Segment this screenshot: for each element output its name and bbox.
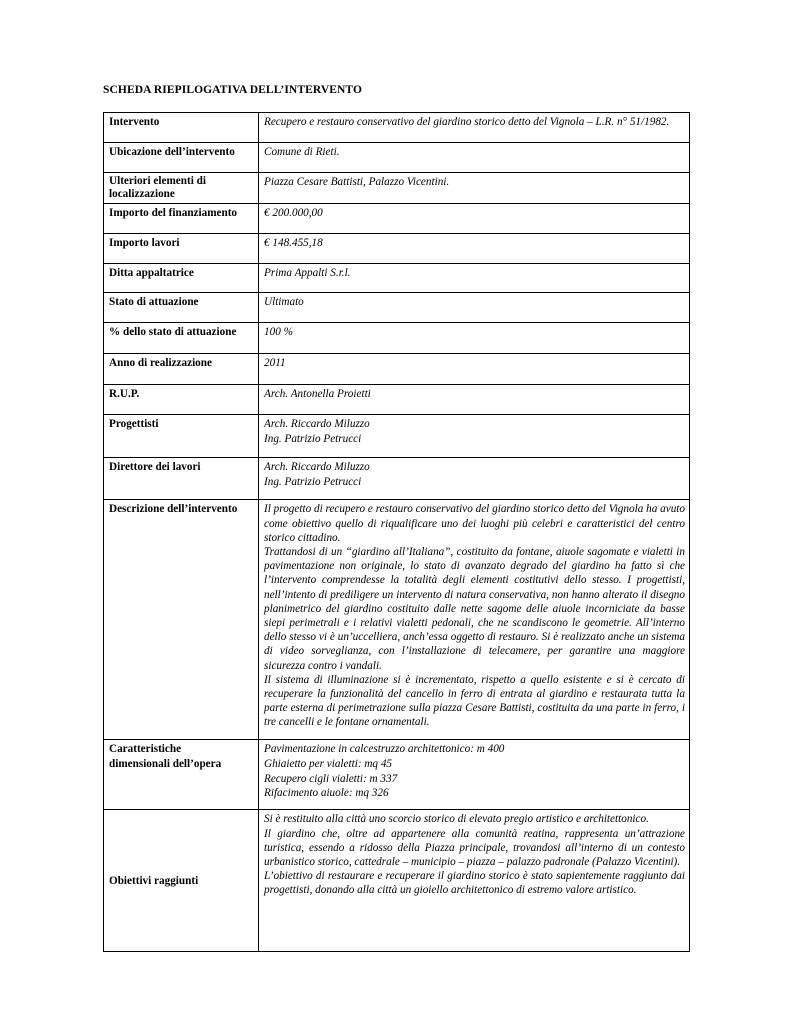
- value-line: Arch. Riccardo Miluzzo: [264, 461, 370, 474]
- field-value: [259, 458, 690, 500]
- field-label: R.U.P.: [104, 385, 259, 415]
- table-row: [104, 740, 690, 810]
- summary-table: [103, 112, 690, 952]
- field-label: Intervento: [104, 113, 259, 143]
- field-label: Importo del finanziamento: [104, 204, 259, 234]
- field-value: [259, 500, 690, 740]
- table-row: [104, 264, 690, 293]
- field-label: Stato di attuazione: [104, 293, 259, 323]
- value-line: Rifacimento aiuole: mq 326: [264, 787, 389, 800]
- page-title: SCHEDA RIEPILOGATIVA DELL’INTERVENTO: [103, 84, 363, 96]
- value-line: Prima Appalti S.r.l.: [264, 267, 351, 280]
- field-label: Progettisti: [104, 415, 259, 458]
- field-label: Importo lavori: [104, 234, 259, 264]
- table-row: [104, 143, 690, 173]
- label-line: Caratteristiche: [109, 743, 182, 756]
- value-line: Piazza Cesare Battisti, Palazzo Vicentini.: [264, 176, 450, 188]
- field-value: [259, 264, 690, 293]
- value-line: Recupero e restauro conservativo del giardino storico detto del Vignola – L.R. n° 51/1982.: [264, 116, 670, 128]
- field-label: Direttore dei lavori: [104, 458, 259, 500]
- field-value: [259, 323, 690, 354]
- value-line: Pavimentazione in calcestruzzo architettonico: m 400: [264, 743, 505, 756]
- field-value: [259, 385, 690, 415]
- value-paragraph: Il sistema di illuminazione si è incrementato, rispetto a quello esistente e si è cercato di recuperare la funzionalità del cancello in ferro di entrata al giardino e restaurata tutta la parte esterna di perimetrazione sulla piazza Cesare Battisti, costituita da una parte in ferro, i tre cancelli e le fontane ornamentali.: [264, 673, 685, 729]
- field-label: [104, 740, 259, 810]
- field-value: [259, 143, 690, 173]
- value-line: 2011: [264, 357, 286, 370]
- field-value: [259, 234, 690, 264]
- field-label: Anno di realizzazione: [104, 354, 259, 385]
- value-line: Ing. Patrizio Petrucci: [264, 433, 362, 445]
- value-paragraph: Trattandosi di un “giardino all’Italiana”, costituito da fontane, aiuole sagomate e vialetti in pavimentazione non originale, lo stato di avanzato degrado del giardino ha fatto sì che l’intervento comprendesse la totalità degli elementi costitutivi dello stesso. I progettisti, nell’intento di prediligere un intervento di natura conservativa, non hanno alterato il disegno planimetrico del giardino costituito dalle nette sagome delle aiuole incorniciate da basse siepi perimetrali e i relativi vialetti pedonali, che ne scandiscono le geometrie. All’interno dello stesso vi è un’uccelliera, anch’essa oggetto di restauro. Si è realizzato anche un sistema di video sorveglianza, con l’installazione di telecamere, per garantire una maggiore sicurezza contro i vandali.: [264, 546, 685, 672]
- value-line: Arch. Antonella Proietti: [264, 388, 371, 401]
- value-paragraph: Si è restituito alla città uno scorcio storico di elevato pregio artistico e architettonico.: [264, 813, 649, 826]
- table-row: [104, 458, 690, 500]
- table-row: [104, 234, 690, 264]
- value-paragraph: L’obiettivo di restaurare e recuperare il giardino storico è stato sapientemente raggiunto dai progettisti, donando alla città un gioiello architettonico di estremo valore artistico.: [264, 870, 685, 897]
- field-value: [259, 415, 690, 458]
- table-row: [104, 385, 690, 415]
- value-line: Ghiaietto per vialetti: mq 45: [264, 758, 393, 770]
- table-row: [104, 113, 690, 143]
- table-row: [104, 204, 690, 234]
- label-line: localizzazione: [109, 188, 175, 201]
- field-label: Ubicazione dell’intervento: [104, 143, 259, 173]
- table-row: [104, 323, 690, 354]
- value-line: Comune di Rieti.: [264, 146, 340, 158]
- value-line: Arch. Riccardo Miluzzo: [264, 418, 370, 431]
- field-label: [104, 173, 259, 204]
- table-row: [104, 810, 690, 952]
- value-line: Ultimato: [264, 296, 304, 309]
- field-label: Obiettivi raggiunti: [104, 810, 259, 952]
- value-line: € 200.000,00: [264, 207, 323, 220]
- field-value: [259, 810, 690, 952]
- table-row: [104, 293, 690, 323]
- field-value: [259, 113, 690, 143]
- table-row: [104, 354, 690, 385]
- field-label: Descrizione dell’intervento: [104, 500, 259, 740]
- value-line: € 148.455,18: [264, 237, 323, 250]
- field-value: [259, 173, 690, 204]
- field-value: [259, 204, 690, 234]
- table-row: [104, 173, 690, 204]
- table-row: [104, 415, 690, 458]
- field-label: % dello stato di attuazione: [104, 323, 259, 354]
- value-paragraph: Il giardino che, oltre ad appartenere alla comunità reatina, rappresenta un’attrazione turistica, essendo a ridosso della Piazza principale, trovandosi all’interno di un contesto urbanistico storico, cattedrale – municipio – piazza – palazzo padronale (Palazzo Vicentini).: [264, 827, 685, 869]
- label-line: dimensionali dell’opera: [109, 758, 222, 770]
- value-paragraph: Il progetto di recupero e restauro conservativo del giardino storico detto del Vignola ha avuto come obiettivo quello di riqualificare uno dei luoghi più celebri e caratteristici del centro storico cittadino.: [264, 503, 685, 544]
- table-row: [104, 500, 690, 740]
- field-value: [259, 354, 690, 385]
- field-value: [259, 293, 690, 323]
- field-label: Ditta appaltatrice: [104, 264, 259, 293]
- field-value: [259, 740, 690, 810]
- value-line: Ing. Patrizio Petrucci: [264, 476, 362, 488]
- value-line: 100 %: [264, 326, 293, 339]
- label-line: Ulteriori elementi di: [109, 175, 206, 187]
- value-line: Recupero cigli vialetti: m 337: [264, 772, 398, 785]
